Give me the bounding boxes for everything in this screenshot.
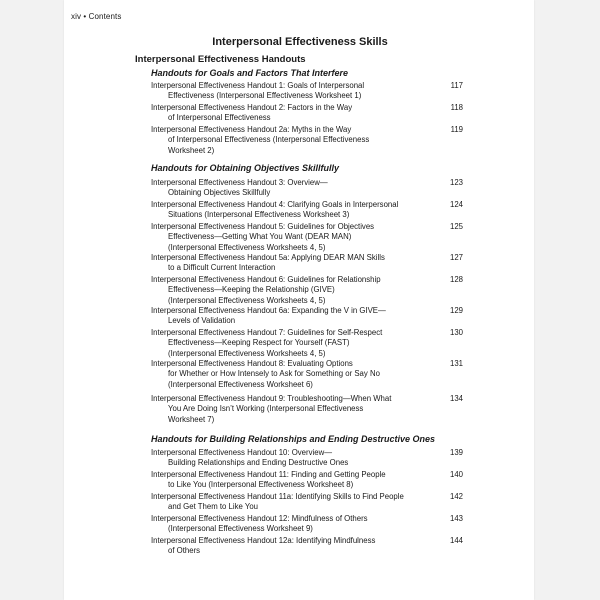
page-number: 134	[449, 394, 463, 403]
entry-title-line: Interpersonal Effectiveness Handout 4: Clarifying Goals in Interpersonal	[151, 200, 399, 209]
entry-title-line: Interpersonal Effectiveness Handout 12a: Identifying Mindfulness	[151, 536, 376, 545]
entry-title	[151, 359, 423, 390]
page-number: 144	[449, 536, 463, 545]
toc-entry[interactable]	[151, 328, 463, 359]
entry-title-line: (Interpersonal Effectiveness Worksheets 4, 5)	[168, 295, 326, 305]
entry-title-line: Building Relationships and Ending Destructive Ones	[168, 458, 349, 468]
page-number: 129	[449, 306, 463, 315]
page-number: 127	[449, 253, 463, 262]
page-number: 119	[450, 125, 463, 134]
toc-entry[interactable]	[151, 200, 463, 221]
entry-title-line: of Interpersonal Effectiveness	[168, 113, 271, 123]
entry-title-line: Interpersonal Effectiveness Handout 8: Evaluating Options	[151, 359, 353, 368]
entry-title-line: Interpersonal Effectiveness Handout 9: Troubleshooting—When What	[151, 394, 392, 403]
group-title: Handouts for Obtaining Objectives Skillfully	[151, 163, 340, 173]
toc-entry[interactable]	[151, 253, 463, 274]
running-head: xiv • Contents	[71, 12, 122, 21]
entry-title-line: (Interpersonal Effectiveness Worksheet 9)	[168, 524, 313, 534]
entry-title-line: Interpersonal Effectiveness Handout 6a: Expanding the V in GIVE—	[151, 306, 386, 315]
entry-title-line: and Get Them to Like You	[168, 502, 259, 512]
entry-title-line: Interpersonal Effectiveness Handout 3: Overview—	[151, 178, 328, 187]
page-number: 123	[449, 178, 463, 187]
page-number: 140	[449, 470, 463, 479]
entry-title	[151, 125, 423, 156]
page-number: 142	[449, 492, 463, 501]
subheading: Interpersonal Effectiveness Handouts	[135, 54, 306, 65]
toc-entry[interactable]	[151, 492, 463, 513]
entry-title-line: Interpersonal Effectiveness Handout 5: Guidelines for Objectives	[151, 222, 375, 231]
section-title: Interpersonal Effectiveness Skills	[212, 36, 388, 48]
entry-title	[151, 448, 423, 469]
page-number: 143	[449, 514, 463, 523]
toc-entry[interactable]	[151, 125, 463, 156]
entry-title-line: Interpersonal Effectiveness Handout 11: Finding and Getting People	[151, 470, 386, 479]
entry-title-line: Effectiveness—Getting What You Want (DEAR MAN)	[168, 232, 352, 242]
entry-title-line: Interpersonal Effectiveness Handout 12: Mindfulness of Others	[151, 514, 368, 523]
page-number: 131	[449, 359, 463, 368]
group-title: Handouts for Goals and Factors That Interfere	[151, 68, 349, 78]
entry-title-line: Levels of Validation	[168, 316, 236, 326]
toc-entry[interactable]	[151, 514, 463, 535]
entry-title-line: Interpersonal Effectiveness Handout 6: Guidelines for Relationship	[151, 275, 381, 284]
page-number: 124	[449, 200, 463, 209]
entry-title-line: Interpersonal Effectiveness Handout 5a: Applying DEAR MAN Skills	[151, 253, 385, 262]
toc-entry[interactable]	[151, 359, 463, 390]
entry-title-line: Interpersonal Effectiveness Handout 2a: Myths in the Way	[151, 125, 352, 134]
entry-title-line: Worksheet 2)	[168, 145, 215, 155]
entry-title-line: Interpersonal Effectiveness Handout 1: Goals of Interpersonal	[151, 81, 365, 90]
entry-title-line: Obtaining Objectives Skillfully	[168, 188, 271, 198]
toc-entry[interactable]	[151, 470, 463, 491]
toc-entry[interactable]	[151, 448, 463, 469]
entry-title	[151, 222, 423, 253]
toc-entry[interactable]	[151, 222, 463, 253]
toc-entry[interactable]	[151, 536, 463, 557]
toc-entry[interactable]	[151, 306, 463, 327]
entry-title	[151, 470, 423, 491]
page-number: 130	[449, 328, 463, 337]
page-number: 118	[450, 103, 463, 112]
entry-title-line: of Interpersonal Effectiveness (Interpersonal Effectiveness	[168, 135, 370, 145]
entry-title	[151, 200, 423, 221]
group-title: Handouts for Building Relationships and Ending Destructive Ones	[151, 434, 436, 444]
entry-title-line: (Interpersonal Effectiveness Worksheet 6)	[168, 379, 313, 389]
entry-title-line: (Interpersonal Effectiveness Worksheets 4, 5)	[168, 242, 326, 252]
toc-entry[interactable]	[151, 103, 463, 124]
entry-title	[151, 394, 423, 425]
entry-title	[151, 275, 423, 306]
entry-title-line: Situations (Interpersonal Effectiveness Worksheet 3)	[168, 210, 350, 220]
entry-title	[151, 81, 423, 102]
entry-title-line: Interpersonal Effectiveness Handout 10: Overview—	[151, 448, 333, 457]
entry-title	[151, 306, 423, 327]
page-number: 139	[449, 448, 463, 457]
entry-title	[151, 328, 423, 359]
entry-title-line: Worksheet 7)	[168, 414, 215, 424]
entry-title-line: Interpersonal Effectiveness Handout 7: Guidelines for Self-Respect	[151, 328, 383, 337]
entry-title-line: to a Difficult Current Interaction	[168, 263, 276, 273]
entry-title-line: You Are Doing Isn’t Working (Interpersonal Effectiveness	[168, 404, 364, 414]
entry-title-line: to Like You (Interpersonal Effectiveness Worksheet 8)	[168, 480, 354, 490]
entry-title	[151, 492, 423, 513]
entry-title-line: for Whether or How Intensely to Ask for Something or Say No	[168, 369, 380, 379]
toc-entry[interactable]	[151, 275, 463, 306]
toc-entry[interactable]	[151, 394, 463, 425]
entry-title-line: (Interpersonal Effectiveness Worksheets 4, 5)	[168, 348, 326, 358]
page-number: 117	[450, 81, 463, 90]
page-number: 128	[449, 275, 463, 284]
entry-title	[151, 253, 423, 274]
entry-title-line: Effectiveness (Interpersonal Effectiveness Worksheet 1)	[168, 91, 362, 101]
entry-title-line: Interpersonal Effectiveness Handout 11a: Identifying Skills to Find People	[151, 492, 404, 501]
entry-title	[151, 103, 423, 124]
entry-title	[151, 178, 423, 199]
entry-title-line: Interpersonal Effectiveness Handout 2: Factors in the Way	[151, 103, 353, 112]
entry-title	[151, 514, 423, 535]
toc-entry[interactable]	[151, 178, 463, 199]
page-number: 125	[449, 222, 463, 231]
entry-title	[151, 536, 423, 557]
toc-entry[interactable]	[151, 81, 463, 102]
entry-title-line: of Others	[168, 546, 201, 556]
entry-title-line: Effectiveness—Keeping Respect for Yourself (FAST)	[168, 338, 350, 348]
entry-title-line: Effectiveness—Keeping the Relationship (GIVE)	[168, 285, 335, 295]
